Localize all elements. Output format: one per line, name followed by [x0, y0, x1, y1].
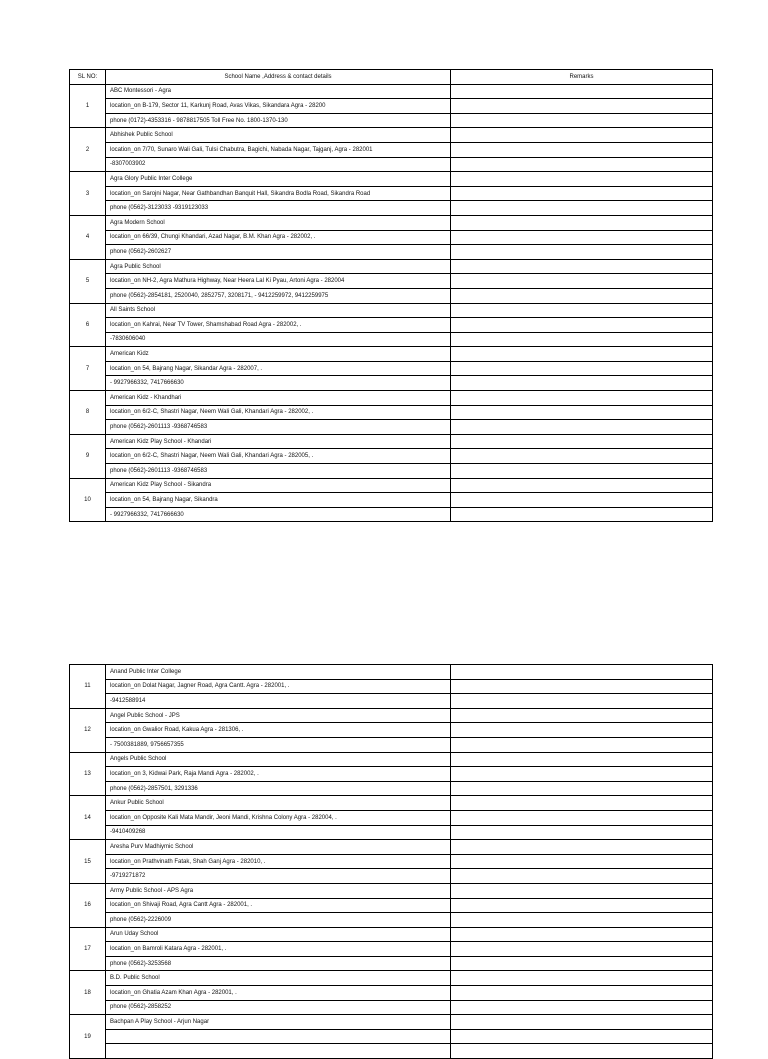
school-location: location_on Ghatia Azam Khan Agra - 282001, . — [106, 986, 451, 1001]
remarks-cell — [451, 215, 713, 230]
school-row-location — [70, 99, 713, 114]
school-location: location_on Kahrai, Near TV Tower, Shamshabad Road Agra - 282002, . — [106, 318, 451, 333]
school-phone: phone (0562)-2601113 -9368746583 — [106, 420, 451, 435]
school-name: American Kidz — [106, 347, 451, 362]
remarks-cell — [451, 172, 713, 187]
school-name: Agra Modern School — [106, 215, 451, 230]
remarks-cell — [451, 796, 713, 811]
school-location: location_on Shivaji Road, Agra Cantt Agra - 282001, . — [106, 898, 451, 913]
school-row-name — [70, 665, 713, 680]
school-row-phone — [70, 825, 713, 840]
header-sl-no: SL NO: — [70, 70, 106, 85]
school-row-location — [70, 898, 713, 913]
sl-number: 9 — [70, 434, 106, 478]
school-row-location — [70, 723, 713, 738]
school-phone: phone (0562)-2602627 — [106, 245, 451, 260]
remarks-cell — [451, 679, 713, 694]
school-location: location_on NH-2, Agra Mathura Highway, Near Heera Lal Ki Pyau, Artoni Agra - 282004 — [106, 274, 451, 289]
remarks-cell — [451, 113, 713, 128]
school-name: American Kidz Play School - Sikandra — [106, 478, 451, 493]
school-row-name — [70, 796, 713, 811]
school-row-phone — [70, 869, 713, 884]
school-phone: phone (0562)-3253568 — [106, 956, 451, 971]
remarks-cell — [451, 259, 713, 274]
remarks-cell — [451, 927, 713, 942]
school-row-name — [70, 927, 713, 942]
school-row-location — [70, 942, 713, 957]
school-name: Aresha Purv Madhiymic School — [106, 840, 451, 855]
remarks-cell — [451, 376, 713, 391]
school-row-name — [70, 708, 713, 723]
school-name: Ankur Public School — [106, 796, 451, 811]
school-row-name — [70, 478, 713, 493]
school-location: location_on B-179, Sector 11, Karkunj Road, Avas Vikas, Sikandara Agra - 28200 — [106, 99, 451, 114]
school-row-phone — [70, 1000, 713, 1015]
remarks-cell — [451, 869, 713, 884]
sl-number: 4 — [70, 215, 106, 259]
remarks-cell — [451, 825, 713, 840]
remarks-cell — [451, 405, 713, 420]
remarks-cell — [451, 347, 713, 362]
school-row-phone — [70, 781, 713, 796]
school-phone — [106, 1044, 451, 1059]
school-row-name — [70, 303, 713, 318]
remarks-cell — [451, 288, 713, 303]
school-phone: phone (0562)-2854181, 2520040, 2852757, 3208171, - 9412259972, 9412259975 — [106, 288, 451, 303]
remarks-cell — [451, 913, 713, 928]
school-name: Abhishek Public School — [106, 128, 451, 143]
school-row-phone — [70, 464, 713, 479]
school-row-name — [70, 347, 713, 362]
school-row-phone — [70, 288, 713, 303]
remarks-cell — [451, 84, 713, 99]
remarks-cell — [451, 361, 713, 376]
school-location: location_on Bamroli Katara Agra - 282001, . — [106, 942, 451, 957]
remarks-cell — [451, 986, 713, 1001]
remarks-cell — [451, 507, 713, 522]
remarks-cell — [451, 274, 713, 289]
school-row-location — [70, 142, 713, 157]
school-row-location — [70, 986, 713, 1001]
sl-number: 17 — [70, 927, 106, 971]
sl-number: 3 — [70, 172, 106, 216]
school-row-location — [70, 493, 713, 508]
sl-number: 18 — [70, 971, 106, 1015]
school-table-2 — [69, 664, 713, 1059]
remarks-cell — [451, 737, 713, 752]
remarks-cell — [451, 1015, 713, 1030]
remarks-cell — [451, 956, 713, 971]
school-phone: -8307003902 — [106, 157, 451, 172]
school-phone: phone (0562)-2601113 -9368746583 — [106, 464, 451, 479]
remarks-cell — [451, 493, 713, 508]
remarks-cell — [451, 1000, 713, 1015]
school-row-phone — [70, 694, 713, 709]
sl-number: 1 — [70, 84, 106, 128]
remarks-cell — [451, 128, 713, 143]
remarks-cell — [451, 434, 713, 449]
school-row-name — [70, 971, 713, 986]
remarks-cell — [451, 781, 713, 796]
sl-number: 7 — [70, 347, 106, 391]
school-row-location — [70, 810, 713, 825]
sl-number: 19 — [70, 1015, 106, 1059]
school-name: Angel Public School - JPS — [106, 708, 451, 723]
school-phone: phone (0562)-3123033 -9319123033 — [106, 201, 451, 216]
school-row-phone — [70, 376, 713, 391]
remarks-cell — [451, 478, 713, 493]
remarks-cell — [451, 723, 713, 738]
remarks-cell — [451, 230, 713, 245]
remarks-cell — [451, 883, 713, 898]
school-name: Bachpan A Play School - Arjun Nagar — [106, 1015, 451, 1030]
school-row-location — [70, 186, 713, 201]
remarks-cell — [451, 391, 713, 406]
sl-number: 14 — [70, 796, 106, 840]
school-row-name — [70, 84, 713, 99]
remarks-cell — [451, 971, 713, 986]
school-phone: phone (0562)-2857501, 3291336 — [106, 781, 451, 796]
school-row-name — [70, 883, 713, 898]
remarks-cell — [451, 752, 713, 767]
school-row-name — [70, 259, 713, 274]
school-phone: phone (0562)-2226009 — [106, 913, 451, 928]
remarks-cell — [451, 767, 713, 782]
sl-number: 11 — [70, 665, 106, 709]
remarks-cell — [451, 898, 713, 913]
school-phone: - 9927966332, 7417666630 — [106, 376, 451, 391]
school-phone: -7830606040 — [106, 332, 451, 347]
school-phone: phone (0172)-4353316 - 9878817505 Toll Free No. 1800-1370-130 — [106, 113, 451, 128]
school-location: location_on 3, Kidwai Park, Raja Mandi Agra - 282002, . — [106, 767, 451, 782]
remarks-cell — [451, 665, 713, 680]
school-location: location_on 7/70, Sunaro Wali Gali, Tulsi Chabutra, Bagichi, Nabada Nagar, Tajganj, Agra - 282001 — [106, 142, 451, 157]
remarks-cell — [451, 942, 713, 957]
school-phone: -9410409268 — [106, 825, 451, 840]
sl-number: 2 — [70, 128, 106, 172]
header-details: School Name ,Address & contact details — [106, 70, 451, 85]
school-phone: -9412588914 — [106, 694, 451, 709]
school-name: Agra Glory Public Inter College — [106, 172, 451, 187]
school-table-1 — [69, 69, 713, 522]
school-row-location — [70, 679, 713, 694]
school-location — [106, 1029, 451, 1044]
sl-number: 6 — [70, 303, 106, 347]
school-row-name — [70, 1015, 713, 1030]
school-row-location — [70, 230, 713, 245]
school-row-phone — [70, 245, 713, 260]
school-row-phone — [70, 113, 713, 128]
school-row-phone — [70, 420, 713, 435]
sl-number: 15 — [70, 840, 106, 884]
remarks-cell — [451, 854, 713, 869]
school-row-phone — [70, 1044, 713, 1059]
sl-number: 13 — [70, 752, 106, 796]
remarks-cell — [451, 464, 713, 479]
remarks-cell — [451, 318, 713, 333]
school-name: Anand Public Inter College — [106, 665, 451, 680]
school-location: location_on Sarojni Nagar, Near Gathbandhan Banquit Hall, Sikandra Bodla Road, Sikandra Road — [106, 186, 451, 201]
school-name: American Kidz Play School - Khandari — [106, 434, 451, 449]
remarks-cell — [451, 449, 713, 464]
school-name: Agra Public School — [106, 259, 451, 274]
school-row-location — [70, 767, 713, 782]
school-location: location_on Prathvinath Fatak, Shah Ganj Agra - 282010, . — [106, 854, 451, 869]
school-phone: -9719271872 — [106, 869, 451, 884]
remarks-cell — [451, 810, 713, 825]
school-phone: - 9927966332, 7417666630 — [106, 507, 451, 522]
school-name: Angels Public School — [106, 752, 451, 767]
remarks-cell — [451, 186, 713, 201]
remarks-cell — [451, 142, 713, 157]
school-name: Army Public School - APS Agra — [106, 883, 451, 898]
sl-number: 8 — [70, 391, 106, 435]
remarks-cell — [451, 708, 713, 723]
school-name: ABC Montessori - Agra — [106, 84, 451, 99]
sl-number: 12 — [70, 708, 106, 752]
school-row-name — [70, 215, 713, 230]
school-row-location — [70, 1029, 713, 1044]
header-row — [70, 70, 713, 85]
school-row-location — [70, 318, 713, 333]
school-row-phone — [70, 332, 713, 347]
school-row-name — [70, 840, 713, 855]
school-name: American Kidz - Khandhari — [106, 391, 451, 406]
school-row-location — [70, 274, 713, 289]
school-row-name — [70, 172, 713, 187]
school-row-phone — [70, 737, 713, 752]
remarks-cell — [451, 1029, 713, 1044]
school-row-phone — [70, 157, 713, 172]
remarks-cell — [451, 694, 713, 709]
school-row-phone — [70, 507, 713, 522]
school-location: location_on 54, Bajrang Nagar, Sikandar Agra - 282007, . — [106, 361, 451, 376]
sl-number: 16 — [70, 883, 106, 927]
remarks-cell — [451, 245, 713, 260]
school-phone: - 7500381889, 9756657355 — [106, 737, 451, 752]
sl-number: 5 — [70, 259, 106, 303]
remarks-cell — [451, 332, 713, 347]
remarks-cell — [451, 1044, 713, 1059]
school-row-location — [70, 361, 713, 376]
remarks-cell — [451, 201, 713, 216]
remarks-cell — [451, 840, 713, 855]
school-name: Arun Uday School — [106, 927, 451, 942]
school-row-location — [70, 405, 713, 420]
school-row-name — [70, 752, 713, 767]
school-location: location_on 54, Bajrang Nagar, Sikandra — [106, 493, 451, 508]
school-row-location — [70, 854, 713, 869]
school-row-location — [70, 449, 713, 464]
school-location: location_on Gwalior Road, Kakua Agra - 281306, . — [106, 723, 451, 738]
school-location: location_on 6/2-C, Shastri Nagar, Neem Wali Gali, Khandari Agra - 282002, . — [106, 405, 451, 420]
school-row-name — [70, 434, 713, 449]
header-remarks: Remarks — [451, 70, 713, 85]
school-row-phone — [70, 201, 713, 216]
remarks-cell — [451, 303, 713, 318]
school-row-name — [70, 128, 713, 143]
school-location: location_on 66/39, Chungi Khandari, Azad Nagar, B.M. Khan Agra - 282002, . — [106, 230, 451, 245]
remarks-cell — [451, 157, 713, 172]
remarks-cell — [451, 420, 713, 435]
school-name: B.D. Public School — [106, 971, 451, 986]
school-location: location_on 6/2-C, Shastri Nagar, Neem Wali Gali, Khandari Agra - 282005, . — [106, 449, 451, 464]
school-location: location_on Opposite Kali Mata Mandir, Jeoni Mandi, Krishna Colony Agra - 282004, . — [106, 810, 451, 825]
school-phone: phone (0562)-2858252 — [106, 1000, 451, 1015]
school-row-phone — [70, 956, 713, 971]
school-row-phone — [70, 913, 713, 928]
school-location: location_on Dolat Nagar, Jagner Road, Agra Cantt. Agra - 282001, . — [106, 679, 451, 694]
sl-number: 10 — [70, 478, 106, 522]
school-row-name — [70, 391, 713, 406]
school-name: All Saints School — [106, 303, 451, 318]
remarks-cell — [451, 99, 713, 114]
